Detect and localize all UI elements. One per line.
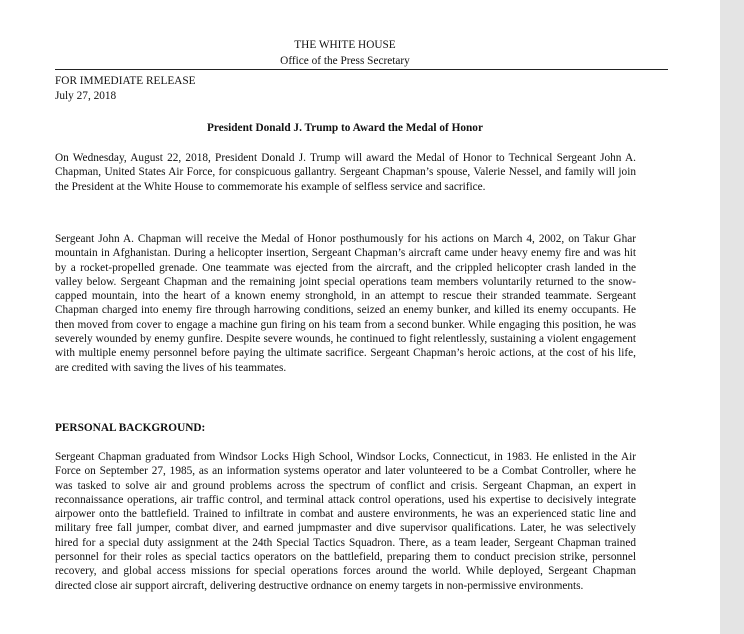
paragraph-announcement: On Wednesday, August 22, 2018, President Donald J. Trump will award the Medal of Honor to Technical Sergeant John A. Chapman, United States Air Force, for conspicuous gallantry. Sergeant Chapman’s spouse, Valerie Nessel, and family will join the President at the White House to commemorate his example of selfless service and sacrifice.	[55, 152, 636, 193]
org-heading: THE WHITE HOUSE	[294, 39, 396, 51]
section-heading-personal-background: PERSONAL BACKGROUND:	[55, 422, 206, 434]
office-heading: Office of the Press Secretary	[280, 55, 410, 67]
release-label: FOR IMMEDIATE RELEASE	[55, 75, 196, 87]
release-date: July 27, 2018	[55, 90, 117, 102]
page-title: President Donald J. Trump to Award the Medal of Honor	[207, 122, 483, 134]
header-divider	[55, 69, 668, 70]
paragraph-actions: Sergeant John A. Chapman will receive the Medal of Honor posthumously for his actions on March 4, 2002, on Takur Ghar mountain in Afghanistan. During a helicopter insertion, Sergeant Chapman’s aircraft came under heavy enemy fire and was hit by a rocket-propelled grenade. One teammate was ejected from the aircraft, and the crippled helicopter crash landed in the valley below. Sergeant Chapman and the remaining joint special operations team members voluntarily returned to the snow-capped mountain, into the heart of a known enemy stronghold, in an attempt to rescue their stranded teammate. Sergeant Chapman charged into enemy fire through harrowing conditions, seized an enemy bunker, and killed its enemy occupants. He then moved from cover to engage a machine gun firing on his team from a second bunker. While engaging this position, he was severely wounded by enemy gunfire. Despite severe wounds, he continued to fight relentlessly, sustaining a violent engagement with multiple enemy personnel before paying the ultimate sacrifice. Sergeant Chapman’s heroic actions, at the cost of his life, are credited with saving the lives of his teammates.	[55, 233, 636, 374]
paragraph-background: Sergeant Chapman graduated from Windsor Locks High School, Windsor Locks, Connecticut, in 1983. He enlisted in the Air Force on September 27, 1985, as an information systems operator and later volunteered to be a Combat Controller, where he was tasked to solve air and ground problems across the spectrum of conflict and crisis. Sergeant Chapman, an expert in reconnaissance operations, air traffic control, and terminal attack control operations, used his expertise to decisively integrate airpower onto the battlefield. Trained to infiltrate in combat and austere environments, he was an experienced static line and military free fall jumper, combat diver, and earned jumpmaster and dive supervisor qualifications. Later, he was selectively hired for a special duty assignment at the 24th Special Tactics Squadron. There, as a team leader, Sergeant Chapman trained personnel for their roles as special tactics operators on the battlefield, preparing them to conduct precision strike, personnel recovery, and global access missions for special operations forces around the world. While deployed, Sergeant Chapman directed close air support aircraft, delivering destructive ordnance on enemy targets in non-permissive environments.	[55, 451, 636, 592]
